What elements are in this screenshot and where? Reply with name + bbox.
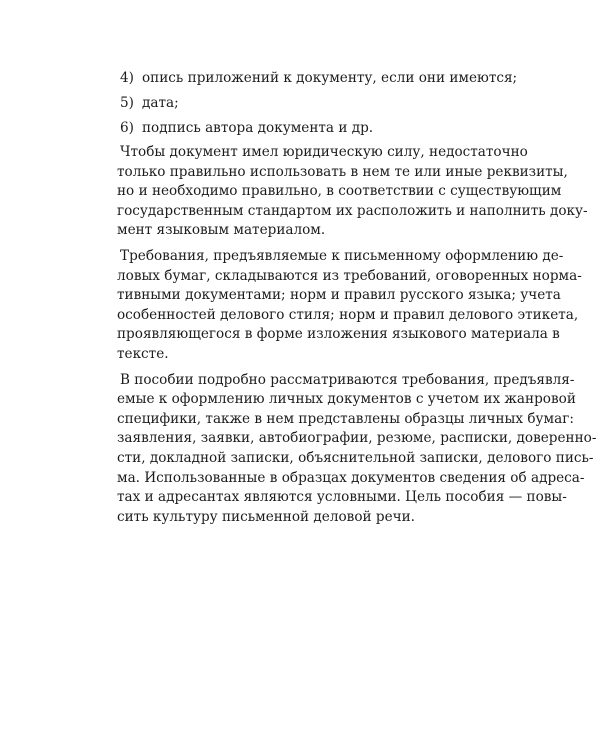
text-line: емые к оформлению личных документов с учетом их жанровой — [117, 391, 576, 408]
text-line: только правильно использовать в нем те или иные реквизиты, — [117, 163, 568, 180]
text-line: заявления, заявки, автобиографии, резюме, расписки, доверенно- — [117, 430, 597, 447]
list-marker: 5) — [120, 95, 134, 111]
list-item-text: дата; — [142, 95, 179, 111]
text-line: государственным стандартом их расположить и наполнить доку- — [117, 202, 588, 219]
text-line: тах и адресантах являются условными. Цель пособия — повы- — [117, 489, 567, 506]
list-item — [120, 118, 496, 138]
text-line: специфики, также в нем представлены образцы личных бумаг: — [117, 410, 574, 427]
list-item-text: опись приложений к документу, если они имеются; — [142, 70, 518, 86]
paragraph-legal-force — [117, 143, 588, 241]
list-item — [120, 93, 496, 113]
text-line: ловых бумаг, складываются из требований, оговоренных норма- — [117, 267, 582, 284]
text-line: В пособии подробно рассматриваются требования, предъявля- — [120, 371, 575, 388]
text-line: ма. Использованные в образцах документов сведения об адреса- — [117, 469, 585, 486]
list-marker: 4) — [120, 70, 134, 86]
paragraph-requirements — [117, 247, 582, 365]
text-line: особенностей делового стиля; норм и правил делового этикета, — [117, 306, 579, 323]
text-line: сить культуру письменной деловой речи. — [117, 508, 415, 525]
text-line: тивными документами; норм и правил русского языка; учета — [117, 287, 561, 304]
text-line: проявляющегося в форме изложения языкового материала в — [117, 326, 560, 343]
text-block — [117, 68, 597, 527]
list-item — [120, 68, 518, 88]
text-line: Чтобы документ имел юридическую силу, недостаточно — [120, 144, 528, 160]
list-item-text: подпись автора документа и др. — [142, 120, 374, 136]
text-line: сти, докладной записки, объяснительной записки, делового пись- — [117, 449, 594, 466]
text-line: но и необходимо правильно, в соответствии с существующим — [117, 183, 562, 200]
text-line: Требования, предъявляемые к письменному оформлению де- — [120, 247, 564, 264]
text-line: тексте. — [117, 345, 169, 362]
list-marker: 6) — [120, 120, 134, 136]
text-line: мент языковым материалом. — [117, 222, 326, 239]
paragraph-manual-contents — [117, 371, 597, 528]
